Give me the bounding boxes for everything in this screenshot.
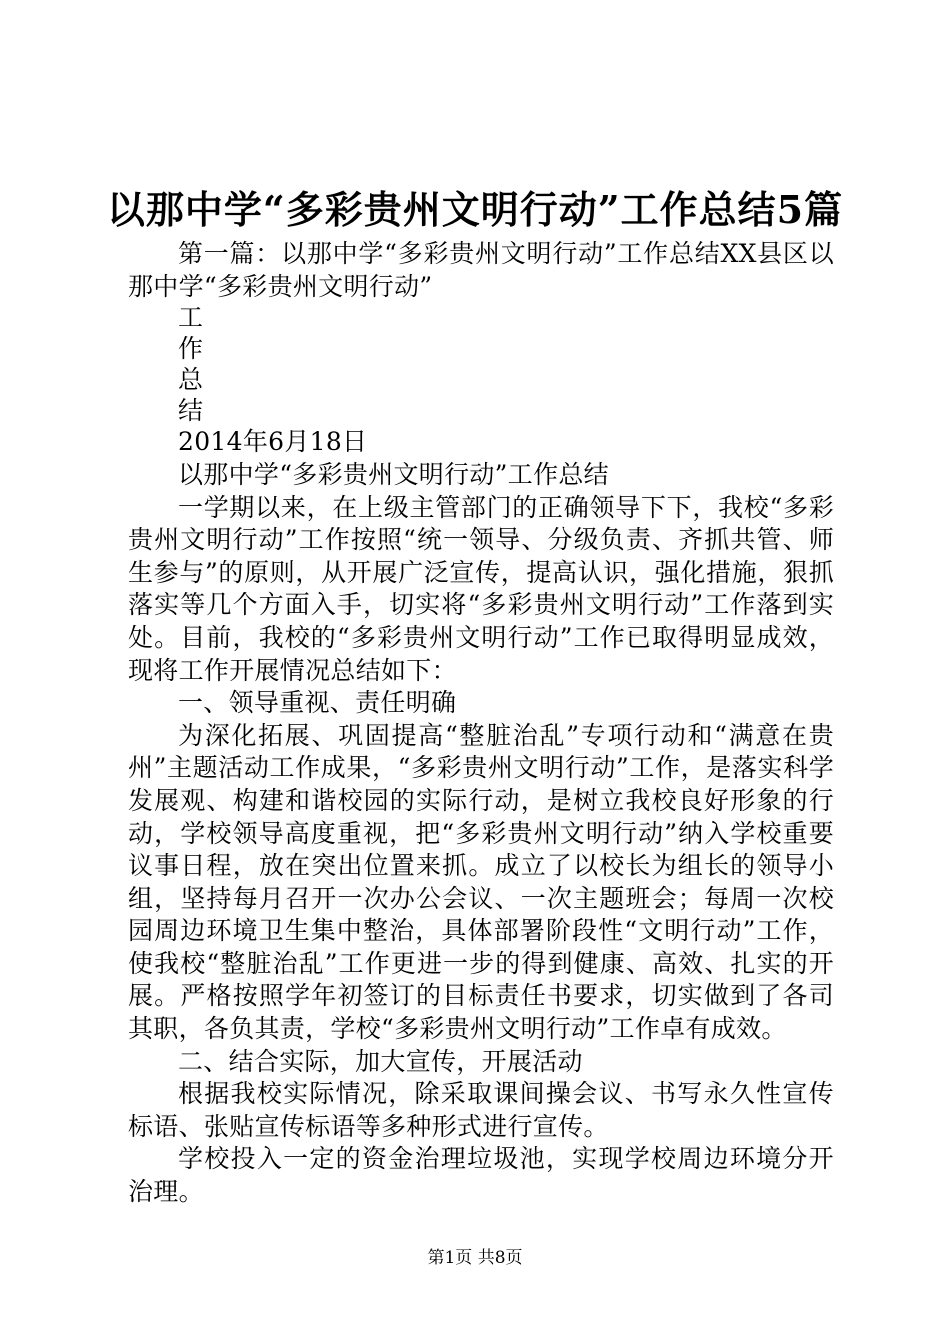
page-footer: 第1页 共8页 (427, 1248, 523, 1268)
section-heading-1: 一、领导重视、责任明确 (178, 688, 457, 718)
section-2-paragraph-1: 根据我校实际情况，除采取课间操会议、书写永久性宣传标语、张贴宣传标语等多种形式进行宣传。 (128, 1079, 834, 1141)
intro-paragraph: 一学期以来，在上级主管部门的正确领导下下，我校“多彩贵州文明行动”工作按照“统一领导、分级负责、齐抓共管、师生参与”的原则，从开展广泛宣传，提高认识，强化措施，狠抓落实等几个方面入手，切实将“多彩贵州文明行动”工作落到实处。目前，我校的“多彩贵州文明行动”工作已取得明显成效，现将工作开展情况总结如下： (128, 492, 834, 685)
vertical-char: 作 (178, 333, 204, 363)
vertical-char: 结 (178, 395, 204, 425)
vertical-char: 总 (178, 364, 204, 394)
section-heading-2: 二、结合实际，加大宣传，开展活动 (178, 1046, 583, 1076)
vertical-heading (128, 303, 834, 426)
document-subtitle: 以那中学“多彩贵州文明行动”工作总结 (178, 459, 609, 489)
part-heading: 第一篇：以那中学“多彩贵州文明行动”工作总结XX县区以那中学“多彩贵州文明行动” (128, 239, 834, 301)
document-date: 2014年6月18日 (178, 427, 368, 457)
document-title: 以那中学“多彩贵州文明行动”工作总结5篇 (106, 187, 844, 232)
vertical-char: 工 (178, 303, 204, 333)
document-body (128, 238, 834, 1209)
section-1-paragraph: 为深化拓展、巩固提高“整脏治乱”专项行动和“满意在贵州”主题活动工作成果，“多彩贵州文明行动”工作，是落实科学发展观、构建和谐校园的实际行动，是树立我校良好形象的行动，学校领导高度重视，把“多彩贵州文明行动”纳入学校重要议事日程，放在突出位置来抓。成立了以校长为组长的领导小组，坚持每月召开一次办公会议、一次主题班会；每周一次校园周边环境卫生集中整治，具体部署阶段性“文明行动”工作，使我校“整脏治乱”工作更进一步的得到健康、高效、扎实的开展。严格按照学年初签订的目标责任书要求，切实做到了各司其职，各负其责，学校“多彩贵州文明行动”工作卓有成效。 (128, 720, 834, 1044)
section-2-paragraph-2: 学校投入一定的资金治理垃圾池，实现学校周边环境分开治理。 (128, 1144, 834, 1207)
